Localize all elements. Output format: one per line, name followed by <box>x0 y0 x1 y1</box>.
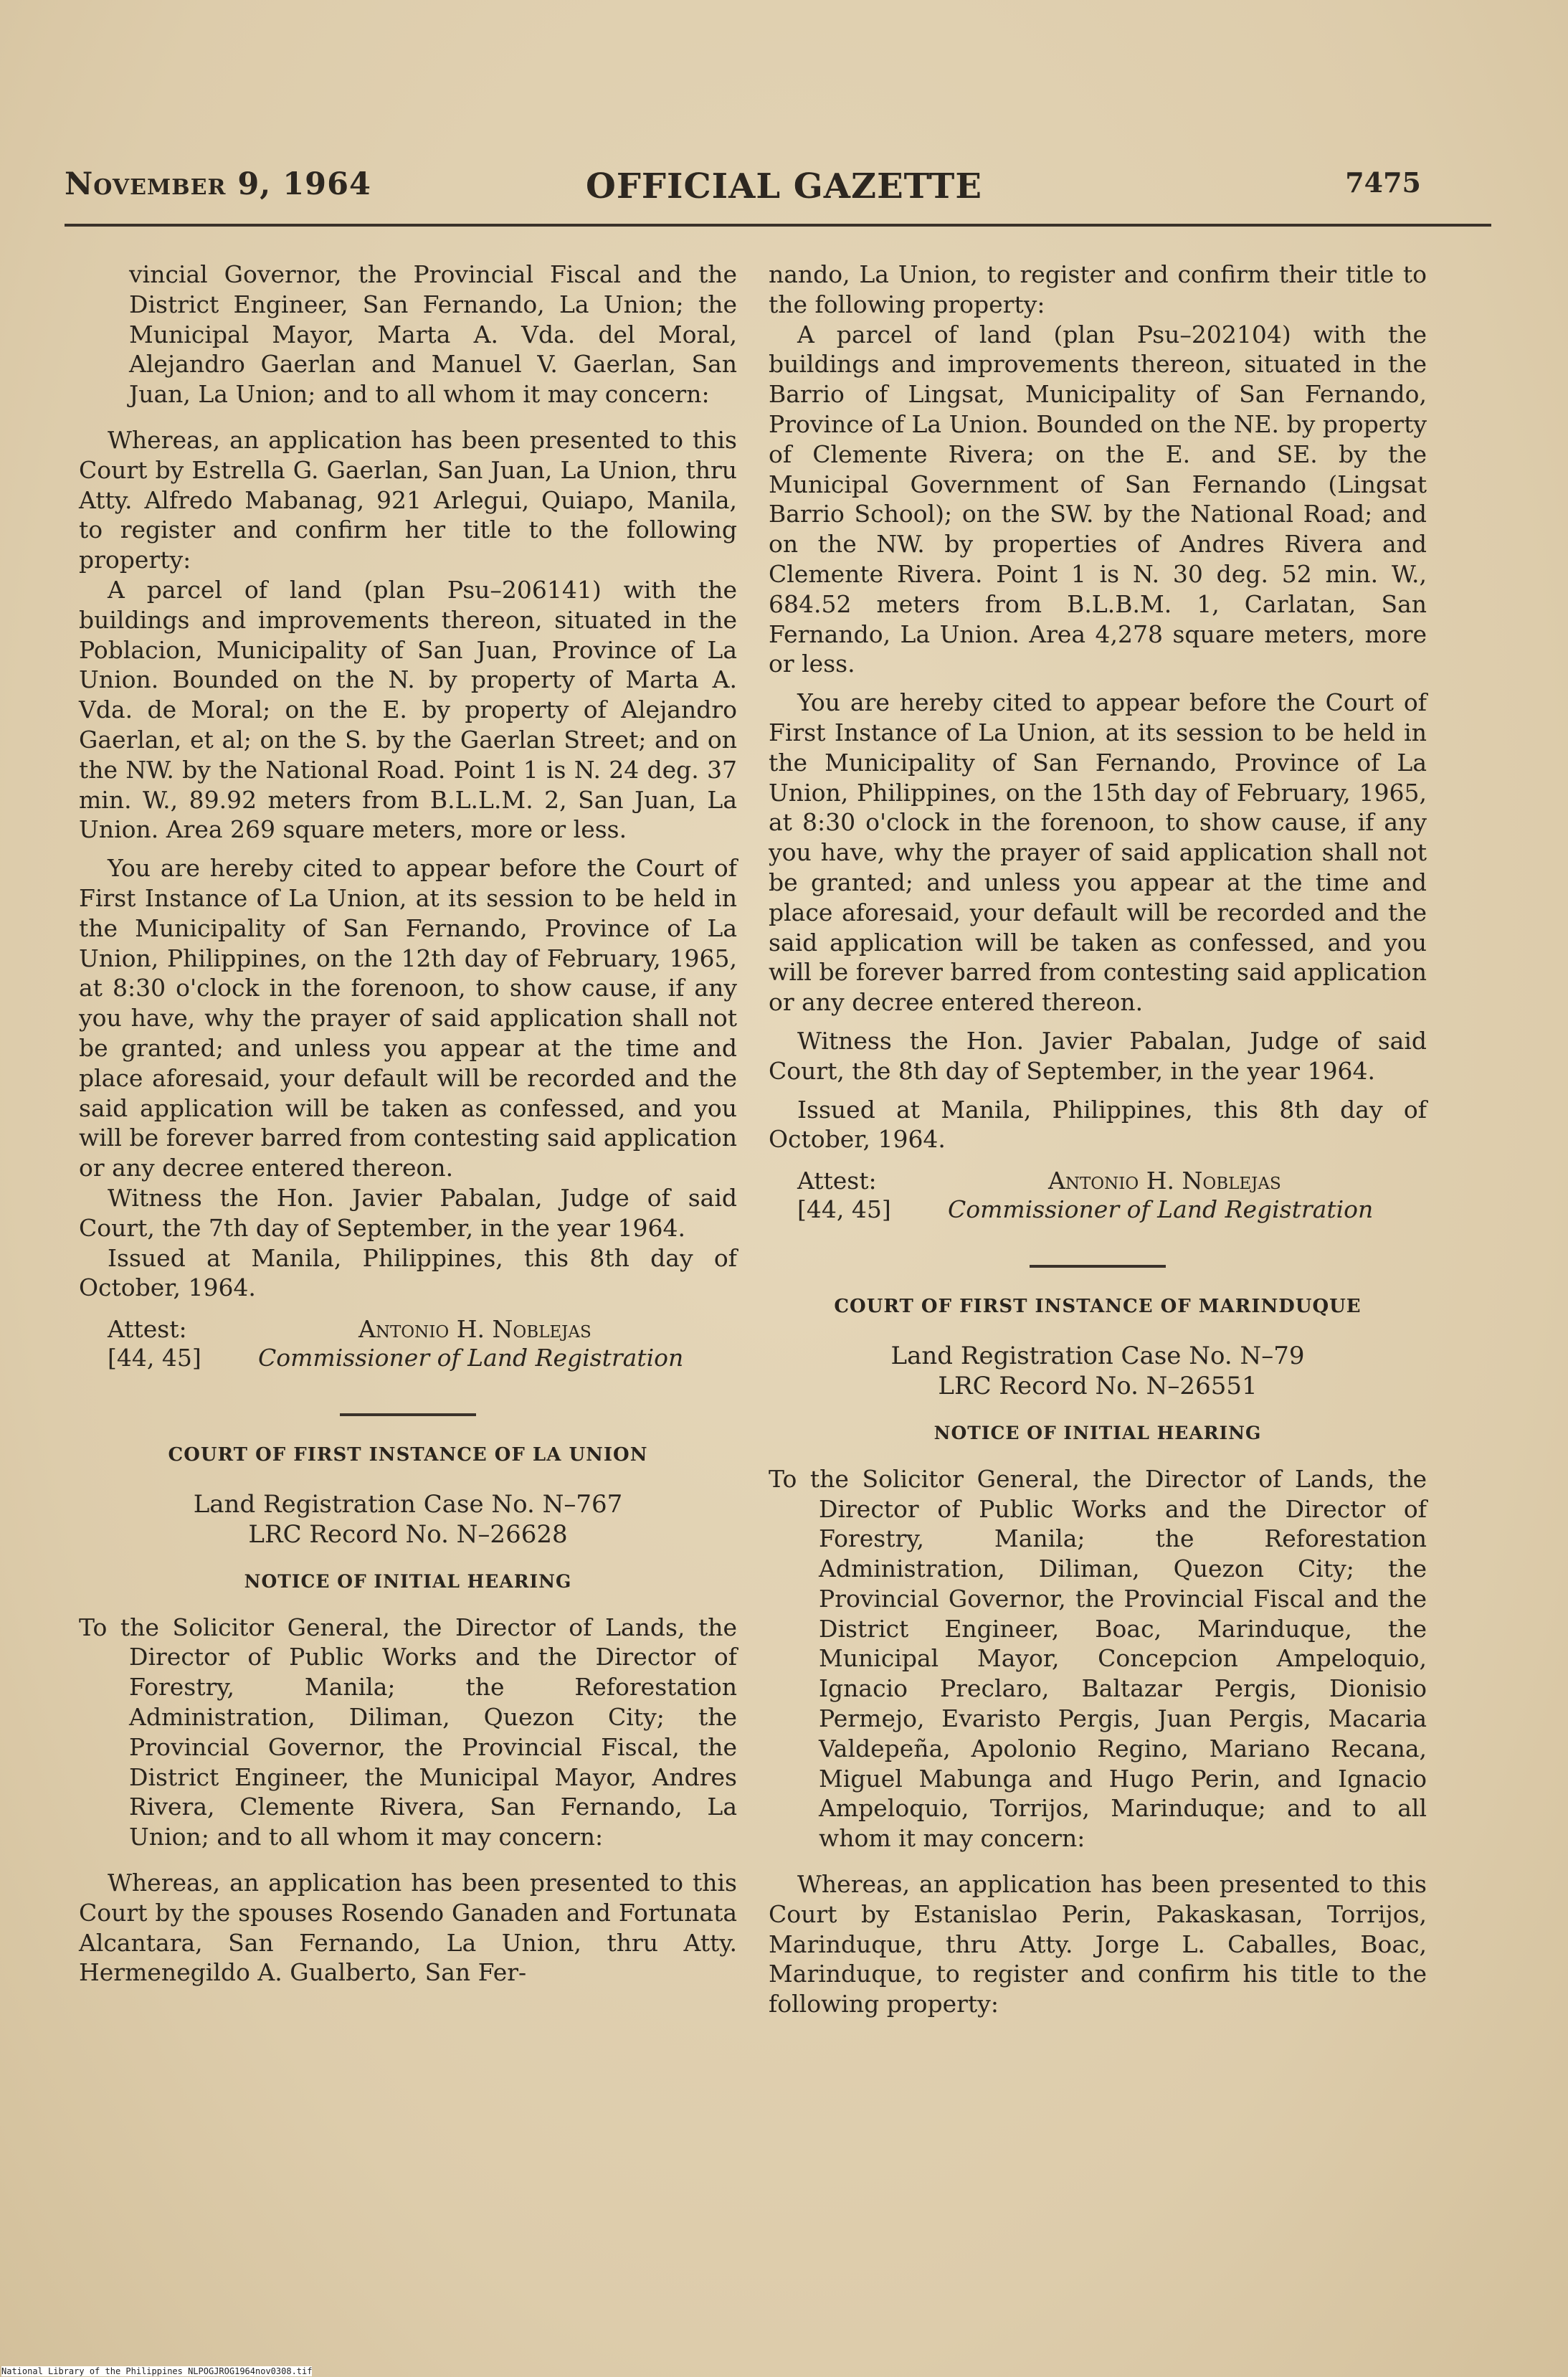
issue-reference: [44, 45] <box>797 1195 891 1224</box>
scan-footer: National Library of the Philippines NLPOGJROG1964nov0308.tif <box>1 2366 313 2376</box>
attest-label: Attest: <box>797 1167 877 1195</box>
section-divider <box>340 1413 476 1416</box>
addressee-continuation: vincial Governor, the Provincial Fiscal and the District Engineer, San Fernando, La Union; the Municipal Mayor, Marta A. Vda. del Moral, Alejandro Gaerlan and Manuel V. Gaerlan, San Juan, La Union; and to all whom it may concern: <box>129 260 737 409</box>
signatory-name: Antonio H. Noblejas <box>1048 1167 1281 1195</box>
whereas-continuation: nando, La Union, to register and confirm their title to the following property: <box>769 260 1427 318</box>
issued-paragraph: Issued at Manila, Philippines, this 8th day of October, 1964. <box>769 1095 1427 1154</box>
parcel-description: A parcel of land (plan Psu–206141) with the buildings and improvements thereon, situated in the Poblacion, Municipality of San Juan, Province of La Union. Bounded on the N. by property of Marta A. Vda. de Moral; on the E. by property of Alejandro Gaerlan, et al; on the S. by the Gaerlan Street; and on the NW. by the National Road. Point 1 is N. 24 deg. 37 min. W., 89.92 meters from B.L.L.M. 2, San Juan, La Union. Area 269 square meters, more or less. <box>79 575 737 844</box>
addressee-list: To the Solicitor General, the Director of Lands, the Director of Public Works and the Director of Forestry, Manila; the Reforestation Administration, Diliman, Quezon City; the Provincial Governor, the Provincial Fiscal and the District Engineer, Boac, Marinduque, the Municipal Mayor, Concepcion Ampeloquio, Ignacio Preclaro, Baltazar Pergis, Dionisio Permejo, Evaristo Pergis, Juan Pergis, Macaria Valdepeña, Apolonio Regino, Mariano Recana, Miguel Mabunga and Hugo Perin, and Ignacio Ampeloquio, Torrijos, Marinduque; and to all whom it may concern: <box>769 1464 1427 1853</box>
left-column <box>79 260 737 1988</box>
signatory-title: Commissioner of Land Registration <box>948 1195 1374 1224</box>
issue-date: November 9, 1964 <box>65 166 371 202</box>
header-rule <box>65 224 1491 227</box>
section-divider <box>1030 1265 1166 1268</box>
case-number: Land Registration Case No. N–767 <box>193 1489 623 1519</box>
attestation-block <box>79 1314 737 1375</box>
witness-paragraph: Witness the Hon. Javier Pabalan, Judge of said Court, the 8th day of September, in the year 1964. <box>769 1026 1427 1085</box>
case-number: Land Registration Case No. N–79 <box>890 1341 1305 1370</box>
page-number: 7475 <box>1345 166 1421 199</box>
lrc-record-number: LRC Record No. N–26628 <box>248 1519 568 1549</box>
issued-paragraph: Issued at Manila, Philippines, this 8th day of October, 1964. <box>79 1243 737 1302</box>
right-column <box>769 260 1427 2019</box>
attestation-block <box>769 1166 1427 1226</box>
summons-paragraph: You are hereby cited to appear before the Court of First Instance of La Union, at its session to be held in the Municipality of San Fernando, Province of La Union, Philippines, on the 12th day of February, 1965, at 8:30 o'clock in the forenoon, to show cause, if any you have, why the prayer of said application shall not be granted; and unless you appear at the time and place aforesaid, your default will be recorded and the said application will be taken as confessed, and you will be forever barred from contesting said application or any decree entered thereon. <box>79 854 737 1182</box>
issue-reference: [44, 45] <box>108 1344 201 1372</box>
summons-paragraph: You are hereby cited to appear before the Court of First Instance of La Union, at its session to be held in the Municipality of San Fernando, Province of La Union, Philippines, on the 15th day of February, 1965, at 8:30 o'clock in the forenoon, to show cause, if any you have, why the prayer of said application shall not be granted; and unless you appear at the time and place aforesaid, your default will be recorded and the said application will be taken as confessed, and you will be forever barred from contesting said application or any decree entered thereon. <box>769 688 1427 1017</box>
court-heading: COURT OF FIRST INSTANCE OF LA UNION <box>168 1444 648 1466</box>
notice-heading: NOTICE OF INITIAL HEARING <box>933 1422 1262 1443</box>
attest-label: Attest: <box>108 1315 187 1344</box>
parcel-description: A parcel of land (plan Psu–202104) with the buildings and improvements thereon, situated in the Barrio of Lingsat, Municipality of San Fernando, Province of La Union. Bounded on the NE. by property of Clemente Rivera; on the E. and SE. by the Municipal Government of San Fernando (Lingsat Barrio School); on the SW. by the National Road; and on the NW. by properties of Andres Rivera and Clemente Rivera. Point 1 is N. 30 deg. 52 min. W., 684.52 meters from B.L.B.M. 1, Carlatan, San Fernando, La Union. Area 4,278 square meters, more or less. <box>769 320 1427 678</box>
addressee-list: To the Solicitor General, the Director of Lands, the Director of Public Works and the Director of Forestry, Manila; the Reforestation Administration, Diliman, Quezon City; the Provincial Governor, the Provincial Fiscal, the District Engineer, the Municipal Mayor, Andres Rivera, Clemente Rivera, San Fernando, La Union; and to all whom it may concern: <box>79 1613 737 1851</box>
whereas-paragraph: Whereas, an application has been presented to this Court by the spouses Rosendo Ganaden and Fortunata Alcantara, San Fernando, La Union, thru Atty. Hermenegildo A. Gualberto, San Fer- <box>79 1869 737 1987</box>
whereas-paragraph: Whereas, an application has been presented to this Court by Estrella G. Gaerlan, San Juan, La Union, thru Atty. Alfredo Mabanag, 921 Arlegui, Quiapo, Manila, to register and confirm her title to the following property: <box>79 425 737 574</box>
whereas-paragraph: Whereas, an application has been presented to this Court by Estanislao Perin, Pakaskasan, Torrijos, Marinduque, thru Atty. Jorge L. Caballes, Boac, Marinduque, to register and confirm his title to the following property: <box>769 1870 1427 2018</box>
court-heading: COURT OF FIRST INSTANCE OF MARINDUQUE <box>834 1296 1362 1318</box>
publication-title: OFFICIAL GAZETTE <box>586 166 982 207</box>
witness-paragraph: Witness the Hon. Javier Pabalan, Judge of said Court, the 7th day of September, in the year 1964. <box>79 1183 737 1242</box>
notice-heading: NOTICE OF INITIAL HEARING <box>244 1570 572 1592</box>
lrc-record-number: LRC Record No. N–26551 <box>938 1371 1258 1400</box>
signatory-name: Antonio H. Noblejas <box>358 1315 591 1344</box>
signatory-title: Commissioner of Land Registration <box>258 1344 684 1372</box>
